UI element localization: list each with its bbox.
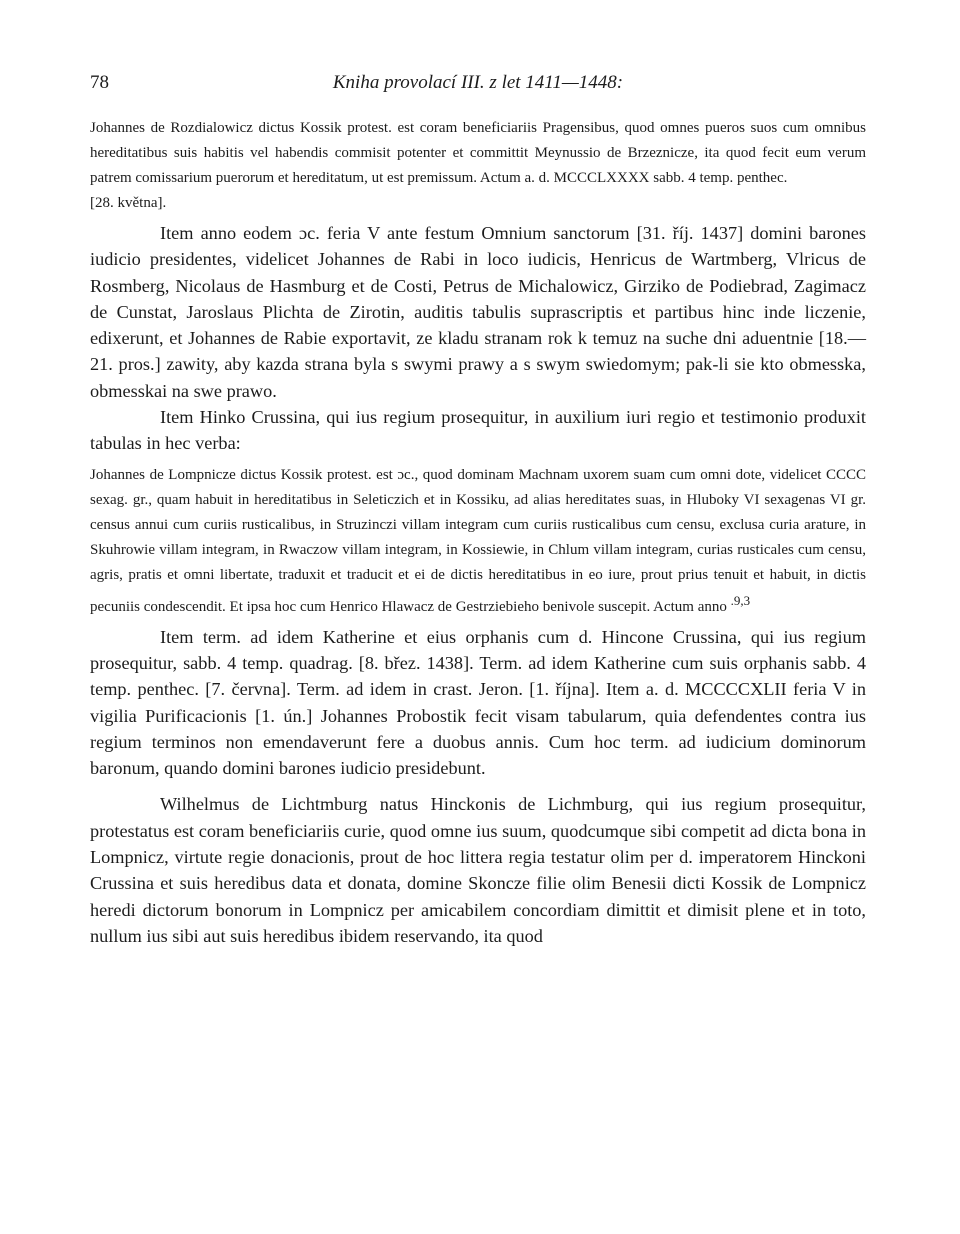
paragraph-wilhelmus-lichtmburg: Wilhelmus de Lichtmburg natus Hinckonis de Lichmburg, qui ius regium prosequitur, protestatus est coram beneficiariis curie, quod omne ius suum, quodcumque sibi competit ad dicta bona in Lompnicz, virtute regie donacionis, prout de hoc littera regia testatur olim per d. imperatorem Hinckoni Crussina et suis heredibus data et donata, domine Skoncze filie olim Benesii dicti Kossik de Lompnicz heredi dictorum bonorum in Lompnicz per amicabilem concordiam dimittit et dimisit plene et in toto, nullum ius sibi aut suis heredibus ibidem reservando, ita quod — [90, 794, 866, 946]
paragraph-barones-iudicio: Item anno eodem ɔc. feria V ante festum Omnium sanctorum [31. říj. 1437] domini barones iudicio presidentes, videlicet Johannes de Rabi in loco iudicis, Henricus de Wartmberg, Vlricus de Rosmberg, Nicolaus de Hasmburg et de Costi, Petrus de Michalowicz, Girziko de Podiebrad, Zagimacz de Cunstat, Jaroslaus Plichta de Zirotin, auditis tabulis suprascriptis et partibus hinc inde liczenie, edixerunt, et Johannes de Rabie exportavit, ze kladu stranam rok k temuz na suche dni aduentnie [18.—21. pros.] zawity, aby kazda strana byla s swymi prawy a s swym swiedomym; pak-li sie kto obmesska, obmesskai na swe prawo. — [90, 223, 866, 401]
date-note: [28. května]. — [90, 195, 167, 211]
page-number: 78 — [90, 72, 109, 93]
paragraph-lompnicze-protest — [90, 463, 866, 620]
page-body — [90, 116, 866, 949]
lompnicze-protest-text: Johannes de Lompnicze dictus Kossik protest. est ɔc., quod dominam Machnam uxorem suam cum omni dote, videlicet CCCC sexag. gr., quam habuit in hereditatibus in Seleticzich et in Kossiku, ad alias hereditates suas, in Hluboky VI sexagenas VI gr. census annui cum curiis rusticalibus, in Struzinczi villam integram cum curiis rusticalibus cum censu, exclusa curia arature, in Skuhrowie villam integram, in Rwaczow villam integram, in Kossiewie, in Chlum villam integram, curias rusticales cum censu, agris, pratis et omni libertate, traduxit et traducit et ei de dictis hereditatibus in eo iure, prout prius tenuit et habuit, in dictis pecuniis condescendit. Et ipsa hoc cum Henrico Hlawacz de Gestrziebieho benivole suscepit. Actum anno — [90, 466, 866, 615]
paragraph-rozdialowicz-protest: Johannes de Rozdialowicz dictus Kossik protest. est coram beneficiariis Pragensibus, quod omnes pueros suos cum omnibus hereditatibus suis habitis vel habendis commisit potenter et committit Meynussio de Brzeznicze, ita quod fecit eum verum patrem comissarium puerorum et hereditatum, ut est premissum. Actum a. d. MCCCLXXXX sabb. 4 temp. penthec. — [90, 120, 866, 186]
page-header — [90, 72, 866, 98]
running-head: Kniha provolací III. z let 1411—1448: — [332, 72, 624, 93]
paragraph-katherine-term: Item term. ad idem Katherine et eius orphanis cum d. Hincone Crussina, qui ius regium prosequitur, sabb. 4 temp. quadrag. [8. břez. 1438]. Term. ad idem Katherine cum suis orphanis sabb. 4 temp. penthec. [7. června]. Term. ad idem in crast. Jeron. [1. října]. Item a. d. MCCCCXLII feria V in vigilia Purificacionis [1. ún.] Johannes Probostik fecit visam tabularum, quia defendentes contra ius regium terminos non emendaverunt fere a duobus annis. Cum hoc term. ad iudicium dominorum baronum, quando domini barones iudicio presidebunt. — [90, 626, 866, 779]
paragraph-hinko-crussina: Item Hinko Crussina, qui ius regium prosequitur, in auxilium iuri regio et testimonio produxit tabulas in hec verba: — [90, 407, 866, 454]
footnote-mark: .9,3 — [730, 592, 751, 608]
